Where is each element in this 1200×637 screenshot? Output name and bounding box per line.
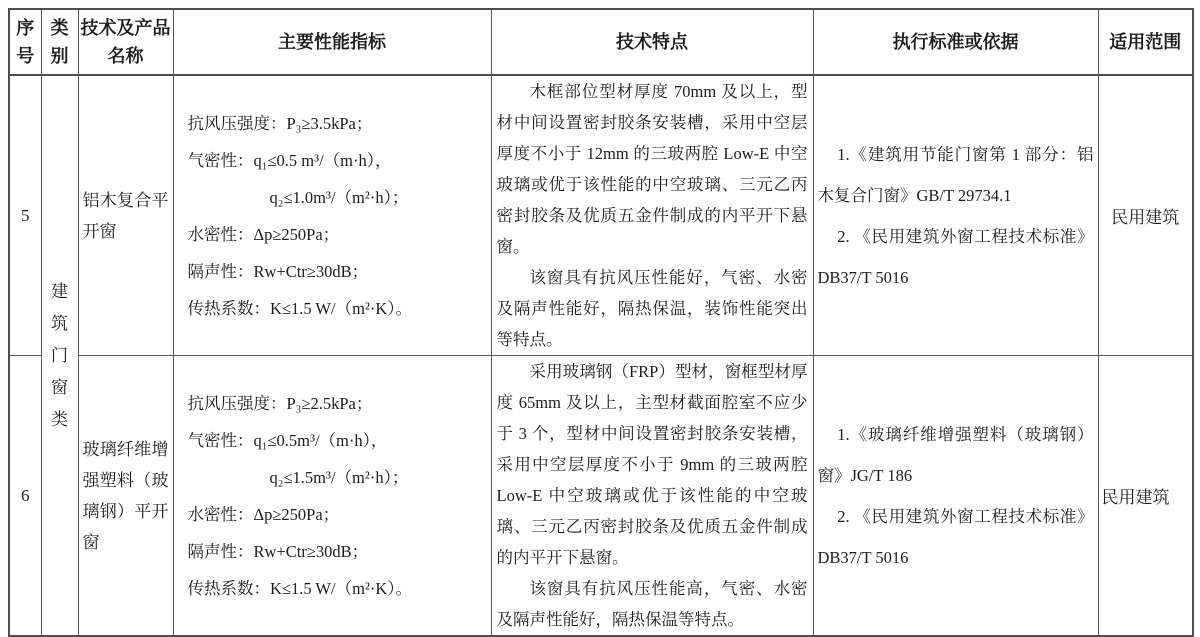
scope-cell: 民用建筑 [1098, 356, 1193, 637]
header-scope: 适用范围 [1098, 9, 1193, 75]
indicator-line: 水密性：Δp≥250Pa； [187, 504, 340, 524]
standard-entry: 1.《玻璃纤维增强塑料（玻璃钢）窗》JG/T 186 [817, 424, 1094, 485]
header-name: 技术及产品名称 [78, 9, 173, 75]
indicator-line: 水密性：Δp≥250Pa； [187, 224, 340, 244]
scope-cell: 民用建筑 [1098, 75, 1193, 356]
indicator-line: 隔声性：Rw+Ctr≥30dB； [187, 541, 369, 561]
features-paragraph: 该窗具有抗风压性能好，气密、水密及隔声性能好，隔热保温，装饰性能突出等特点。 [496, 268, 808, 349]
header-standards: 执行标准或依据 [813, 9, 1098, 75]
standard-entry: 2. 《民用建筑外窗工程技术标准》DB37/T 5016 [817, 226, 1094, 287]
indicator-line: 隔声性：Rw+Ctr≥30dB； [187, 261, 369, 281]
indicators-cell [173, 75, 491, 356]
features-cell [491, 356, 813, 637]
features-paragraph: 该窗具有抗风压性能高，气密、水密及隔声性能好，隔热保温等特点。 [496, 579, 808, 629]
indicator-line: 抗风压强度：P₃≥3.5kPa； [187, 113, 373, 133]
table-row [9, 356, 1193, 637]
header-no: 序号 [9, 9, 41, 75]
indicator-line: 抗风压强度：P₃≥2.5kPa； [187, 393, 373, 413]
features-paragraph: 采用玻璃钢（FRP）型材，窗框型材厚度 65mm 及以上，主型材截面腔室不应少于 3 个，型材中间设置密封胶条安装槽，采用中空层厚度不小于 9mm 的三玻两腔 Low-E 中空玻璃或优于该性能的中空玻璃、三元乙丙密封胶条及优质五金件制成的内平开下悬窗。 [496, 362, 808, 567]
standard-entry: 1.《建筑用节能门窗第 1 部分：铝木复合门窗》GB/T 29734.1 [817, 144, 1094, 205]
row-number: 5 [9, 75, 41, 356]
standard-entry: 2. 《民用建筑外窗工程技术标准》DB37/T 5016 [817, 506, 1094, 567]
product-name: 铝木复合平开窗 [78, 75, 173, 356]
header-category: 类别 [41, 9, 78, 75]
indicator-line: 传热系数：K≤1.5 W/（m²·K）。 [187, 298, 413, 318]
indicator-line: 气密性：q₁≤0.5 m³/（m·h）， [187, 150, 392, 170]
features-cell [491, 75, 813, 356]
header-row [9, 9, 1193, 75]
document-page [8, 8, 1194, 637]
row-number: 6 [9, 356, 41, 637]
features-paragraph: 木框部位型材厚度 70mm 及以上，型材中间设置密封胶条安装槽，采用中空层厚度不小于 12mm 的三玻两腔 Low-E 中空玻璃或优于该性能的中空玻璃、三元乙丙密封胶条及优质五金件制成的内平开下悬窗。 [496, 82, 808, 256]
product-name: 玻璃纤维增强塑料（玻璃钢）平开窗 [78, 356, 173, 637]
indicator-line: 传热系数：K≤1.5 W/（m²·K）。 [187, 578, 413, 598]
indicator-line: q₂≤1.0m³/（m²·h）； [269, 187, 409, 207]
product-table [8, 8, 1194, 637]
category-label: 建筑门窗类 [51, 281, 68, 429]
indicator-line: q₂≤1.5m³/（m²·h）； [269, 467, 409, 487]
table-row [9, 75, 1193, 356]
standards-cell [813, 75, 1098, 356]
indicators-cell [173, 356, 491, 637]
category-cell [41, 75, 78, 636]
header-features: 技术特点 [491, 9, 813, 75]
indicator-line: 气密性：q₁≤0.5m³/（m·h）， [187, 430, 388, 450]
standards-cell [813, 356, 1098, 637]
header-indicators: 主要性能指标 [173, 9, 491, 75]
